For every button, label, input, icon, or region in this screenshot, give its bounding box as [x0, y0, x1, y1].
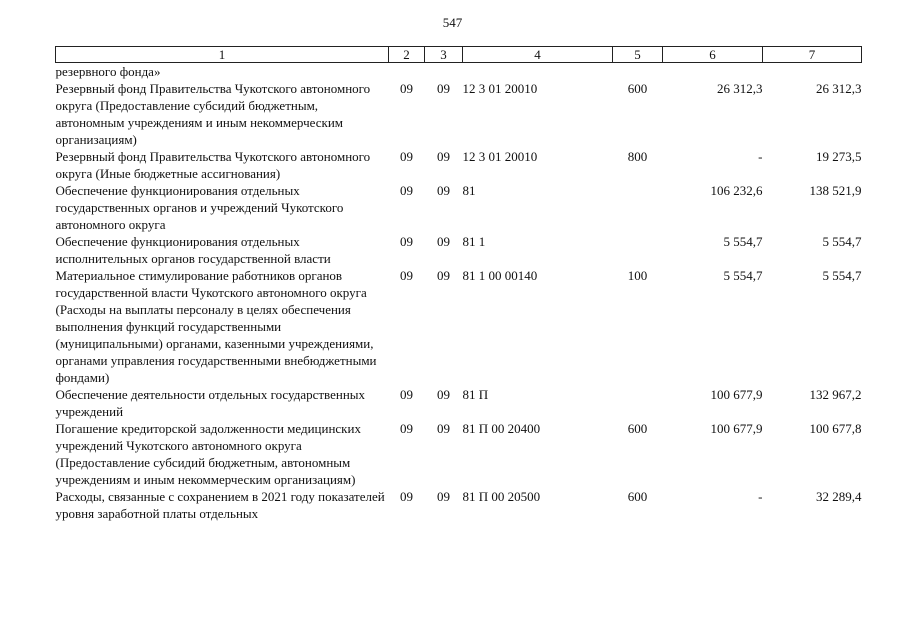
cell-amount-6: 106 232,6 [710, 183, 763, 198]
cell-subsection: 09 [437, 149, 450, 164]
cell-section: 09 [400, 268, 413, 283]
column-header-2: 2 [389, 47, 425, 63]
cell-section: 09 [400, 387, 413, 402]
cell-name: Обеспечение деятельности отдельных государственных учреждений [55, 387, 366, 419]
cell-subsection: 09 [437, 268, 450, 283]
cell-subsection: 09 [437, 489, 450, 504]
table-row [56, 182, 862, 233]
cell-amount-7: 5 554,7 [822, 234, 862, 249]
cell-target-article: 81 [462, 183, 476, 198]
cell-target-article [463, 63, 613, 81]
cell-section: 09 [400, 234, 413, 249]
cell-expense-type: 600 [627, 81, 648, 96]
cell-expense-type [613, 386, 663, 420]
cell-name: Обеспечение функционирования отдельных исполнительных органов государственной власти [55, 234, 331, 266]
table-row [56, 233, 862, 267]
cell-target-article: 81 1 [462, 234, 486, 249]
table-row [56, 267, 862, 386]
cell-amount-7: 19 273,5 [816, 149, 862, 164]
cell-section: 09 [400, 81, 413, 96]
column-header-4: 4 [463, 47, 613, 63]
table-row [56, 80, 862, 148]
cell-section: 09 [400, 489, 413, 504]
cell-amount-6: 100 677,9 [710, 421, 763, 436]
page-number: 547 [442, 15, 463, 30]
column-header-1: 1 [56, 47, 389, 63]
cell-target-article: 81 1 00 00140 [462, 268, 538, 283]
cell-amount-7: 26 312,3 [816, 81, 862, 96]
cell-amount-6: 5 554,7 [723, 234, 763, 249]
cell-amount-7: 32 289,4 [816, 489, 862, 504]
cell-name: Резервный фонд Правительства Чукотского автономного округа (Предоставление субсидий бюджетным, автономным учреждениям и иным некоммерческим организациям) [55, 81, 371, 147]
column-header-7: 7 [763, 47, 862, 63]
cell-section: 09 [400, 421, 413, 436]
table-row [56, 386, 862, 420]
cell-amount-7: 132 967,2 [809, 387, 862, 402]
cell-section: 09 [400, 149, 413, 164]
cell-name: Материальное стимулирование работников органов государственной власти Чукотского автономного округа (Расходы на выплаты персоналу в целях обеспечения выполнения функций государственными (муниципальными) органами, казенными учреждениями, органами управления государственными внебюджетными фондами) [55, 268, 377, 385]
cell-amount-6: 26 312,3 [717, 81, 763, 96]
cell-target-article: 12 3 01 20010 [462, 81, 538, 96]
cell-amount-7: 138 521,9 [809, 183, 862, 198]
cell-subsection: 09 [437, 234, 450, 249]
cell-name: Резервный фонд Правительства Чукотского автономного округа (Иные бюджетные ассигнования) [55, 149, 371, 181]
cell-subsection: 09 [437, 387, 450, 402]
table-row [56, 488, 862, 522]
cell-name: Расходы, связанные с сохранением в 2021 году показателей уровня заработной платы отдельных [55, 489, 385, 521]
cell-target-article: 81 П [462, 387, 489, 402]
table-row [56, 63, 862, 81]
cell-expense-type [613, 63, 663, 81]
cell-expense-type: 600 [627, 489, 648, 504]
budget-table [55, 46, 862, 522]
cell-amount-7: 100 677,8 [809, 421, 862, 436]
cell-target-article: 81 П 00 20400 [462, 421, 541, 436]
table-row [56, 148, 862, 182]
cell-amount-6: - [758, 489, 763, 504]
cell-subsection [425, 63, 463, 81]
cell-amount-6 [663, 63, 763, 81]
cell-target-article: 12 3 01 20010 [462, 149, 538, 164]
cell-expense-type: 600 [627, 421, 648, 436]
column-header-5: 5 [613, 47, 663, 63]
cell-name: Обеспечение функционирования отдельных государственных органов и учреждений Чукотского автономного округа [55, 183, 344, 232]
cell-amount-7: 5 554,7 [822, 268, 862, 283]
cell-amount-6: 100 677,9 [710, 387, 763, 402]
cell-subsection: 09 [437, 421, 450, 436]
cell-amount-7 [763, 63, 862, 81]
cell-amount-6: 5 554,7 [723, 268, 763, 283]
cell-section: 09 [400, 183, 413, 198]
cell-expense-type [613, 182, 663, 233]
column-header-6: 6 [663, 47, 763, 63]
cell-expense-type: 100 [627, 268, 648, 283]
cell-section [389, 63, 425, 81]
cell-expense-type: 800 [627, 149, 648, 164]
cell-subsection: 09 [437, 81, 450, 96]
cell-name: Погашение кредиторской задолженности медицинских учреждений Чукотского автономного округа (Предоставление субсидий бюджетным, автономным учреждениям и иным некоммерческим организациям) [55, 421, 361, 487]
cell-amount-6: - [758, 149, 763, 164]
table-row [56, 420, 862, 488]
column-header-3: 3 [425, 47, 463, 63]
cell-name: резервного фонда» [55, 64, 161, 79]
cell-target-article: 81 П 00 20500 [462, 489, 541, 504]
cell-expense-type [613, 233, 663, 267]
cell-subsection: 09 [437, 183, 450, 198]
table-header-row [56, 47, 862, 63]
